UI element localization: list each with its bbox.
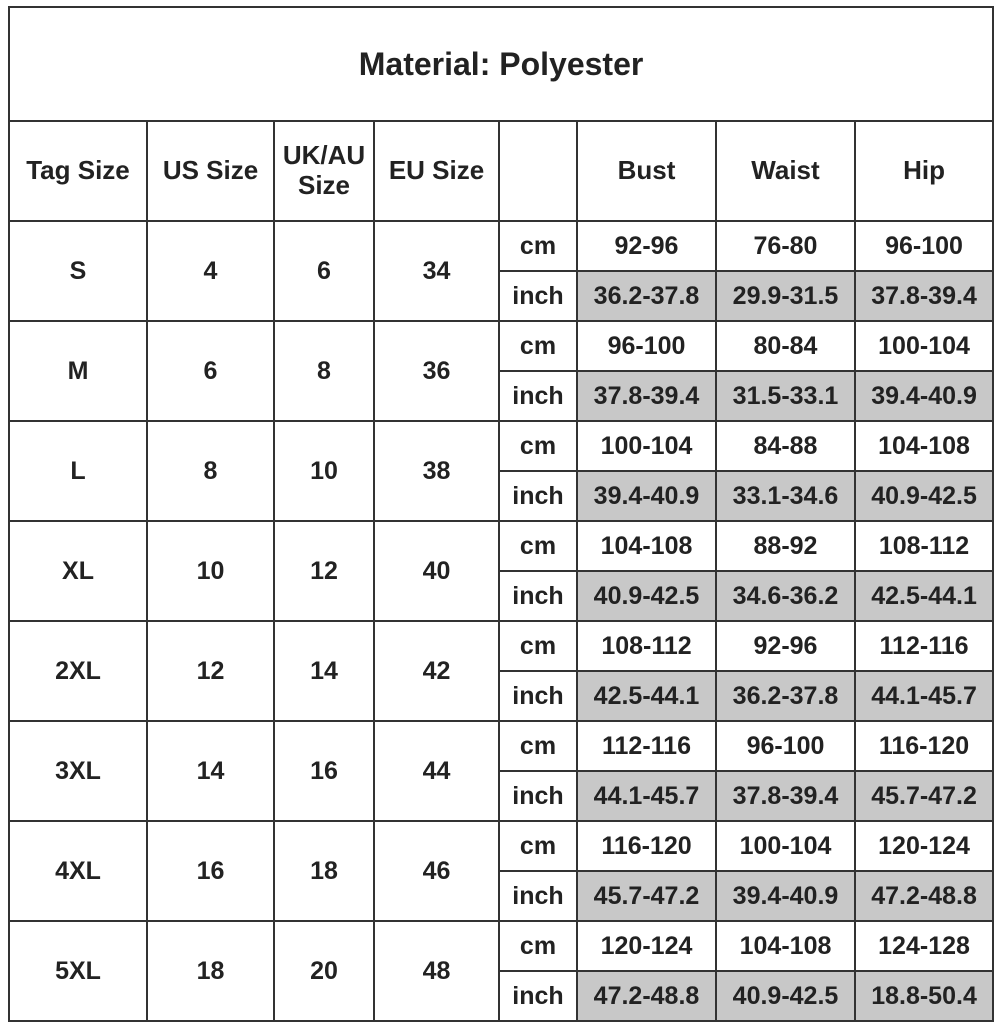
- header-ukau-size: UK/AU Size: [274, 121, 374, 221]
- hip-cm-value: 112-116: [855, 621, 993, 671]
- hip-cm-value: 96-100: [855, 221, 993, 271]
- size-row-cm: [9, 421, 993, 471]
- waist-cm-value: 96-100: [716, 721, 855, 771]
- size-row-cm: [9, 221, 993, 271]
- tag-size-cell: XL: [9, 521, 147, 621]
- eu-size-cell: 36: [374, 321, 499, 421]
- us-size-cell: 14: [147, 721, 274, 821]
- size-row-cm: [9, 521, 993, 571]
- unit-cm-label: cm: [499, 621, 577, 671]
- waist-inch-value: 34.6-36.2: [716, 571, 855, 621]
- eu-size-cell: 40: [374, 521, 499, 621]
- unit-inch-label: inch: [499, 371, 577, 421]
- size-row-cm: [9, 621, 993, 671]
- bust-inch-value: 36.2-37.8: [577, 271, 716, 321]
- unit-inch-label: inch: [499, 671, 577, 721]
- hip-cm-value: 124-128: [855, 921, 993, 971]
- ukau-size-cell: 8: [274, 321, 374, 421]
- eu-size-cell: 48: [374, 921, 499, 1021]
- us-size-cell: 12: [147, 621, 274, 721]
- waist-inch-value: 29.9-31.5: [716, 271, 855, 321]
- us-size-cell: 16: [147, 821, 274, 921]
- header-eu-size: EU Size: [374, 121, 499, 221]
- tag-size-cell: M: [9, 321, 147, 421]
- unit-inch-label: inch: [499, 871, 577, 921]
- ukau-size-cell: 10: [274, 421, 374, 521]
- tag-size-cell: 5XL: [9, 921, 147, 1021]
- eu-size-cell: 38: [374, 421, 499, 521]
- bust-inch-value: 39.4-40.9: [577, 471, 716, 521]
- waist-cm-value: 88-92: [716, 521, 855, 571]
- header-hip: Hip: [855, 121, 993, 221]
- ukau-size-cell: 16: [274, 721, 374, 821]
- unit-inch-label: inch: [499, 971, 577, 1021]
- hip-cm-value: 108-112: [855, 521, 993, 571]
- ukau-size-cell: 6: [274, 221, 374, 321]
- unit-inch-label: inch: [499, 571, 577, 621]
- unit-inch-label: inch: [499, 271, 577, 321]
- bust-cm-value: 100-104: [577, 421, 716, 471]
- bust-inch-value: 42.5-44.1: [577, 671, 716, 721]
- us-size-cell: 18: [147, 921, 274, 1021]
- bust-cm-value: 92-96: [577, 221, 716, 271]
- bust-cm-value: 108-112: [577, 621, 716, 671]
- bust-cm-value: 116-120: [577, 821, 716, 871]
- chart-title: Material: Polyester: [9, 7, 993, 121]
- hip-cm-value: 120-124: [855, 821, 993, 871]
- unit-inch-label: inch: [499, 771, 577, 821]
- waist-cm-value: 76-80: [716, 221, 855, 271]
- waist-inch-value: 31.5-33.1: [716, 371, 855, 421]
- waist-cm-value: 84-88: [716, 421, 855, 471]
- size-row-cm: [9, 921, 993, 971]
- tag-size-cell: 4XL: [9, 821, 147, 921]
- waist-inch-value: 37.8-39.4: [716, 771, 855, 821]
- eu-size-cell: 44: [374, 721, 499, 821]
- hip-inch-value: 37.8-39.4: [855, 271, 993, 321]
- tag-size-cell: 2XL: [9, 621, 147, 721]
- hip-inch-value: 40.9-42.5: [855, 471, 993, 521]
- waist-cm-value: 92-96: [716, 621, 855, 671]
- waist-inch-value: 36.2-37.8: [716, 671, 855, 721]
- hip-inch-value: 39.4-40.9: [855, 371, 993, 421]
- hip-inch-value: 42.5-44.1: [855, 571, 993, 621]
- tag-size-cell: S: [9, 221, 147, 321]
- hip-cm-value: 116-120: [855, 721, 993, 771]
- waist-inch-value: 40.9-42.5: [716, 971, 855, 1021]
- header-bust: Bust: [577, 121, 716, 221]
- hip-cm-value: 104-108: [855, 421, 993, 471]
- us-size-cell: 6: [147, 321, 274, 421]
- hip-inch-value: 47.2-48.8: [855, 871, 993, 921]
- unit-cm-label: cm: [499, 421, 577, 471]
- eu-size-cell: 34: [374, 221, 499, 321]
- eu-size-cell: 42: [374, 621, 499, 721]
- ukau-size-cell: 20: [274, 921, 374, 1021]
- size-row-cm: [9, 321, 993, 371]
- unit-cm-label: cm: [499, 221, 577, 271]
- hip-inch-value: 45.7-47.2: [855, 771, 993, 821]
- header-row: [9, 121, 993, 221]
- hip-inch-value: 18.8-50.4: [855, 971, 993, 1021]
- bust-cm-value: 104-108: [577, 521, 716, 571]
- size-row-cm: [9, 821, 993, 871]
- bust-inch-value: 37.8-39.4: [577, 371, 716, 421]
- bust-cm-value: 112-116: [577, 721, 716, 771]
- ukau-size-cell: 18: [274, 821, 374, 921]
- us-size-cell: 10: [147, 521, 274, 621]
- unit-cm-label: cm: [499, 721, 577, 771]
- ukau-size-cell: 12: [274, 521, 374, 621]
- unit-cm-label: cm: [499, 321, 577, 371]
- waist-inch-value: 33.1-34.6: [716, 471, 855, 521]
- eu-size-cell: 46: [374, 821, 499, 921]
- unit-cm-label: cm: [499, 821, 577, 871]
- header-unit: [499, 121, 577, 221]
- unit-inch-label: inch: [499, 471, 577, 521]
- header-us-size: US Size: [147, 121, 274, 221]
- waist-inch-value: 39.4-40.9: [716, 871, 855, 921]
- header-waist: Waist: [716, 121, 855, 221]
- waist-cm-value: 104-108: [716, 921, 855, 971]
- tag-size-cell: L: [9, 421, 147, 521]
- unit-cm-label: cm: [499, 921, 577, 971]
- bust-cm-value: 120-124: [577, 921, 716, 971]
- bust-cm-value: 96-100: [577, 321, 716, 371]
- size-chart-table: [8, 6, 994, 1022]
- tag-size-cell: 3XL: [9, 721, 147, 821]
- bust-inch-value: 45.7-47.2: [577, 871, 716, 921]
- unit-cm-label: cm: [499, 521, 577, 571]
- bust-inch-value: 40.9-42.5: [577, 571, 716, 621]
- waist-cm-value: 100-104: [716, 821, 855, 871]
- size-row-cm: [9, 721, 993, 771]
- hip-inch-value: 44.1-45.7: [855, 671, 993, 721]
- bust-inch-value: 47.2-48.8: [577, 971, 716, 1021]
- hip-cm-value: 100-104: [855, 321, 993, 371]
- ukau-size-cell: 14: [274, 621, 374, 721]
- us-size-cell: 4: [147, 221, 274, 321]
- bust-inch-value: 44.1-45.7: [577, 771, 716, 821]
- waist-cm-value: 80-84: [716, 321, 855, 371]
- us-size-cell: 8: [147, 421, 274, 521]
- header-tag-size: Tag Size: [9, 121, 147, 221]
